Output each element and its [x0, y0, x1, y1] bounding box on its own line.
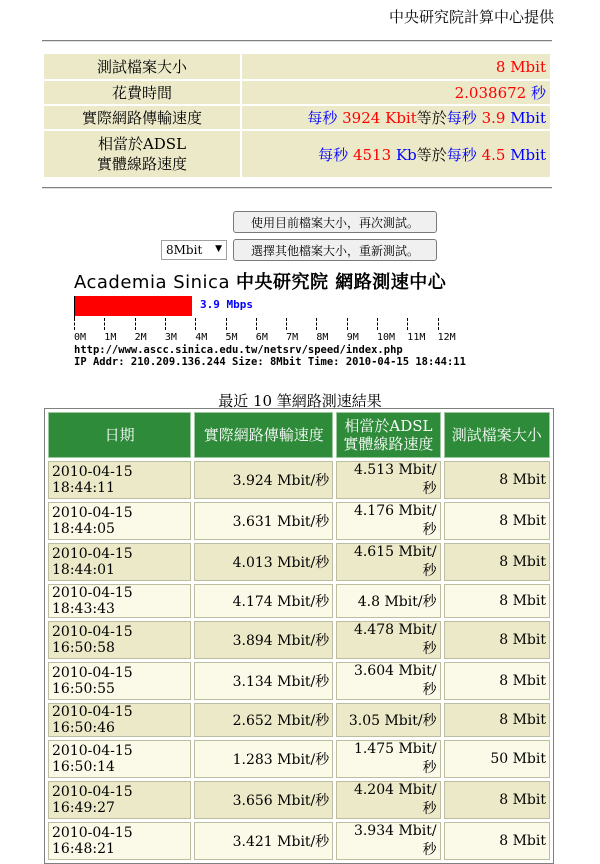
- scale-tick-label: 11M: [407, 332, 426, 343]
- row-adsl: 4.204 Mbit/秒: [336, 781, 440, 819]
- table-row: [48, 740, 550, 778]
- scale-tick: [286, 318, 288, 330]
- scale-tick-label: 9M: [346, 332, 359, 343]
- row-size: 8 Mbit: [444, 662, 550, 700]
- row-speed: 4.013 Mbit/秒: [194, 543, 333, 581]
- scale-tick-label: 3M: [164, 332, 177, 343]
- scale-tick-label: 6M: [255, 332, 268, 343]
- scale-tick: [165, 318, 167, 330]
- speed-value: 每秒 3924 Kbit等於每秒 3.9 Mbit: [241, 105, 551, 130]
- scale-tick: [135, 318, 137, 330]
- new-test-button[interactable]: 選擇其他檔案大小，重新測試。: [233, 239, 437, 261]
- recent-results-title: 最近 10 筆網路測速結果: [218, 392, 382, 410]
- ip-info: IP Addr: 210.209.136.244 Size: 8Mbit Time: 2010-04-15 18:44:11: [74, 356, 466, 368]
- table-row: [48, 543, 550, 581]
- speed-bar-label: 3.9 Mbps: [200, 298, 253, 311]
- results-header-row: [48, 412, 550, 458]
- table-row: [48, 502, 550, 540]
- row-speed: 3.134 Mbit/秒: [194, 662, 333, 700]
- divider-top: [42, 40, 552, 42]
- summary-row-size: [43, 53, 551, 80]
- row-adsl: 4.8 Mbit/秒: [336, 584, 440, 618]
- scale-tick: [74, 318, 76, 330]
- file-size-label: 測試檔案大小: [43, 53, 241, 80]
- scale-tick: [407, 318, 409, 330]
- scale-tick-label: 8M: [316, 332, 329, 343]
- row-speed: 3.894 Mbit/秒: [194, 621, 333, 659]
- scale-tick-label: 10M: [377, 332, 396, 343]
- scale-tick-label: 5M: [225, 332, 238, 343]
- row-date: 2010-04-15 16:48:21: [48, 822, 191, 860]
- row-adsl: 4.478 Mbit/秒: [336, 621, 440, 659]
- row-date: 2010-04-15 16:50:46: [48, 703, 191, 737]
- adsl-value: 每秒 4513 Kb等於每秒 4.5 Mbit: [241, 130, 551, 178]
- row-size: 8 Mbit: [444, 621, 550, 659]
- scale-tick: [256, 318, 258, 330]
- scale-tick: [316, 318, 318, 330]
- scale-tick: [226, 318, 228, 330]
- table-row: [48, 781, 550, 819]
- summary-row-speed: [43, 105, 551, 130]
- scale-tick-label: 1M: [104, 332, 117, 343]
- row-adsl: 4.513 Mbit/秒: [336, 461, 440, 499]
- table-row: [48, 822, 550, 860]
- row-adsl: 3.934 Mbit/秒: [336, 822, 440, 860]
- test-url: http://www.ascc.sinica.edu.tw/netsrv/speed/index.php: [74, 344, 403, 356]
- scale-tick-label: 4M: [195, 332, 208, 343]
- time-value: 2.038672 秒: [241, 80, 551, 105]
- row-adsl: 4.615 Mbit/秒: [336, 543, 440, 581]
- scale-tick: [195, 318, 197, 330]
- row-date: 2010-04-15 16:50:14: [48, 740, 191, 778]
- row-speed: 3.421 Mbit/秒: [194, 822, 333, 860]
- divider-bottom: [42, 187, 552, 189]
- header-size: 測試檔案大小: [444, 412, 550, 458]
- summary-row-time: [43, 80, 551, 105]
- time-label: 花費時間: [43, 80, 241, 105]
- row-adsl: 3.05 Mbit/秒: [336, 703, 440, 737]
- adsl-label: 相當於ADSL 實體線路速度: [43, 130, 241, 178]
- recent-results-table: [44, 408, 554, 864]
- scale-tick-label: 0M: [74, 332, 87, 343]
- scale-tick: [347, 318, 349, 330]
- scale-tick-label: 12M: [437, 332, 456, 343]
- bar-axis: [74, 296, 75, 318]
- row-size: 8 Mbit: [444, 703, 550, 737]
- header-speed: 實際網路傳輸速度: [194, 412, 333, 458]
- table-row: [48, 703, 550, 737]
- retest-button[interactable]: 使用目前檔案大小，再次測試。: [233, 211, 437, 233]
- row-date: 2010-04-15 18:43:43: [48, 584, 191, 618]
- row-adsl: 3.604 Mbit/秒: [336, 662, 440, 700]
- row-speed: 3.924 Mbit/秒: [194, 461, 333, 499]
- speed-label: 實際網路傳輸速度: [43, 105, 241, 130]
- scale-tick-label: 7M: [286, 332, 299, 343]
- file-size-select[interactable]: 8Mbit ▼: [161, 240, 227, 260]
- table-row: [48, 662, 550, 700]
- scale-tick: [438, 318, 440, 330]
- scale-tick: [104, 318, 106, 330]
- provider-credit: 中央研究院計算中心提供: [388, 8, 554, 26]
- summary-row-adsl: [43, 130, 551, 178]
- row-size: 8 Mbit: [444, 781, 550, 819]
- row-date: 2010-04-15 16:50:58: [48, 621, 191, 659]
- row-date: 2010-04-15 18:44:11: [48, 461, 191, 499]
- row-adsl: 4.176 Mbit/秒: [336, 502, 440, 540]
- table-row: [48, 461, 550, 499]
- row-size: 8 Mbit: [444, 543, 550, 581]
- row-speed: 3.631 Mbit/秒: [194, 502, 333, 540]
- speed-bar: [74, 296, 192, 316]
- summary-table: [42, 52, 552, 179]
- row-adsl: 1.475 Mbit/秒: [336, 740, 440, 778]
- table-row: [48, 621, 550, 659]
- row-size: 8 Mbit: [444, 822, 550, 860]
- file-size-value: 8 Mbit: [241, 53, 551, 80]
- row-size: 50 Mbit: [444, 740, 550, 778]
- row-date: 2010-04-15 18:44:01: [48, 543, 191, 581]
- row-speed: 3.656 Mbit/秒: [194, 781, 333, 819]
- row-size: 8 Mbit: [444, 461, 550, 499]
- header-date: 日期: [48, 412, 191, 458]
- row-size: 8 Mbit: [444, 502, 550, 540]
- banner-title: Academia Sinica 中央研究院 網路測速中心: [74, 272, 447, 293]
- row-speed: 4.174 Mbit/秒: [194, 584, 333, 618]
- chevron-down-icon: ▼: [215, 244, 222, 254]
- scale-tick-label: 2M: [134, 332, 147, 343]
- scale-tick: [377, 318, 379, 330]
- scale-ticks: [74, 318, 464, 332]
- row-speed: 1.283 Mbit/秒: [194, 740, 333, 778]
- row-speed: 2.652 Mbit/秒: [194, 703, 333, 737]
- table-row: [48, 584, 550, 618]
- row-date: 2010-04-15 16:49:27: [48, 781, 191, 819]
- row-date: 2010-04-15 18:44:05: [48, 502, 191, 540]
- header-adsl: 相當於ADSL 實體線路速度: [336, 412, 440, 458]
- row-date: 2010-04-15 16:50:55: [48, 662, 191, 700]
- row-size: 8 Mbit: [444, 584, 550, 618]
